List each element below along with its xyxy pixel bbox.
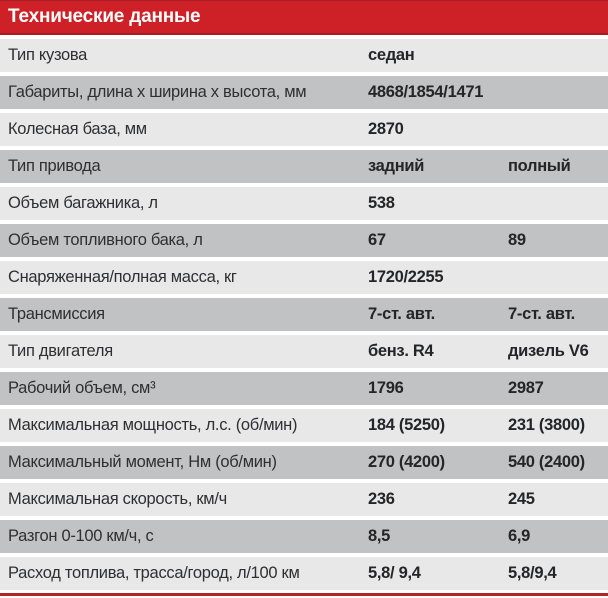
table-row [0,483,608,516]
spec-value-1: 184 (5250) [368,416,445,434]
spec-value-1: 67 [368,231,386,249]
spec-value-2: 540 (2400) [508,453,585,471]
spec-label: Максимальная мощность, л.с. (об/мин) [8,416,298,434]
spec-value-1: 270 (4200) [368,453,445,471]
table-row [0,261,608,294]
table-row [0,335,608,368]
spec-label: Снаряженная/полная масса, кг [8,268,237,286]
spec-label: Объем топливного бака, л [8,231,203,249]
spec-value-2: 7-ст. авт. [508,305,575,323]
spec-value-2: 5,8/9,4 [508,564,557,582]
spec-label: Максимальная скорость, км/ч [8,490,227,508]
spec-value-1: седан [368,46,415,64]
table-row [0,298,608,331]
spec-value-2: полный [508,157,571,175]
table-row [0,76,608,109]
spec-label: Расход топлива, трасса/город, л/100 км [8,564,300,582]
spec-label: Максимальный момент, Нм (об/мин) [8,453,277,471]
table-header [0,0,608,35]
table-row [0,113,608,146]
table-row [0,150,608,183]
table-body [0,39,608,590]
spec-value-1: 538 [368,194,395,212]
spec-value-1: 236 [368,490,395,508]
table-title: Технические данные [8,6,201,27]
table-row [0,446,608,479]
table-row [0,39,608,72]
spec-value-2: дизель V6 [508,342,589,360]
spec-label: Тип двигателя [8,342,113,360]
spec-value-1: задний [368,157,425,175]
spec-value-2: 245 [508,490,535,508]
spec-value-1: 7-ст. авт. [368,305,435,323]
spec-label: Разгон 0-100 км/ч, с [8,527,154,545]
table-row [0,409,608,442]
spec-value-2: 89 [508,231,526,249]
spec-value-2: 2987 [508,379,544,397]
spec-label: Тип привода [8,157,101,175]
table-row [0,520,608,553]
spec-label: Габариты, длина х ширина х высота, мм [8,83,307,101]
spec-value-1: 8,5 [368,527,391,545]
spec-value-1: 4868/1854/1471 [368,83,484,101]
spec-value-2: 6,9 [508,527,531,545]
table-row [0,372,608,405]
spec-label: Трансмиссия [8,305,105,323]
spec-value-2: 231 (3800) [508,416,585,434]
spec-value-1: бенз. R4 [368,342,434,360]
spec-value-1: 2870 [368,120,404,138]
spec-value-1: 5,8/ 9,4 [368,564,421,582]
table-row [0,557,608,590]
spec-label: Объем багажника, л [8,194,158,212]
spec-label: Тип кузова [8,46,88,64]
bottom-rule [0,593,608,596]
spec-value-1: 1796 [368,379,404,397]
spec-label: Рабочий объем, см³ [8,379,156,397]
table-row [0,224,608,257]
spec-label: Колесная база, мм [8,120,147,138]
spec-value-1: 1720/2255 [368,268,444,286]
table-row [0,187,608,220]
